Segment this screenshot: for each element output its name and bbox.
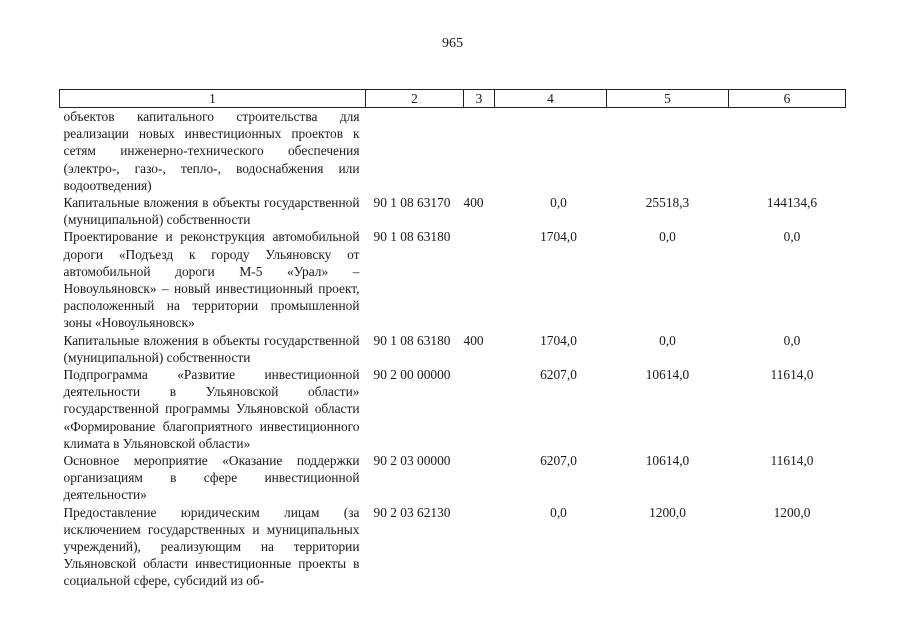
row-code: 90 2 03 00000 — [373, 453, 451, 469]
row-value-4: 1704,0 — [540, 229, 577, 245]
row-value-4 — [495, 108, 607, 195]
row-value-6: 11614,0 — [770, 367, 814, 383]
row-value-6: 1200,0 — [773, 504, 811, 520]
table-row — [60, 194, 846, 228]
table-row — [60, 504, 846, 590]
page-number: 965 — [442, 36, 463, 51]
row-value-6: 0,0 — [783, 332, 801, 348]
row-value-6: 0,0 — [783, 229, 801, 245]
row-value-4: 0,0 — [550, 195, 567, 211]
row-type — [464, 228, 495, 331]
row-value-5: 0,0 — [659, 229, 676, 245]
header-col-6: 6 — [729, 90, 846, 108]
row-value-5: 10614,0 — [645, 453, 690, 469]
row-type — [464, 452, 495, 504]
row-type: 400 — [463, 332, 484, 348]
table-row — [60, 366, 846, 452]
table-body — [60, 108, 846, 590]
row-name: объектов капитального строительства для реализации новых инвестиционных проектов к сетям инженерно-технического обеспечения (электро-, газо-, тепло-, водоснабжения или водоотведения) — [63, 109, 360, 193]
row-value-4: 0,0 — [550, 504, 567, 520]
header-col-1: 1 — [60, 90, 366, 108]
table-row — [60, 452, 846, 504]
row-name: Капитальные вложения в объекты государственной (муниципальной) собственности — [63, 195, 360, 228]
header-col-2: 2 — [366, 90, 464, 108]
row-code — [366, 108, 464, 195]
row-value-6 — [729, 108, 846, 195]
row-value-4: 6207,0 — [540, 453, 577, 469]
row-name: Капитальные вложения в объекты государственной (муниципальной) собственности — [63, 332, 360, 365]
header-col-5: 5 — [607, 90, 729, 108]
row-value-5: 10614,0 — [645, 367, 690, 383]
row-value-6: 11614,0 — [770, 453, 814, 469]
row-value-5 — [607, 108, 729, 195]
budget-table — [59, 89, 846, 590]
table-row — [60, 228, 846, 331]
row-value-4: 6207,0 — [540, 367, 577, 383]
row-code: 90 1 08 63170 — [373, 195, 451, 211]
header-col-4: 4 — [495, 90, 607, 108]
row-value-6: 144134,6 — [766, 195, 818, 211]
header-col-3: 3 — [464, 90, 495, 108]
row-code: 90 2 03 62130 — [373, 504, 451, 520]
table-row — [60, 108, 846, 195]
row-value-5: 1200,0 — [649, 504, 686, 520]
row-name: Подпрограмма «Развитие инвестиционной деятельности в Ульяновской области» государственной программы Ульяновской области «Формирование благоприятного инвестиционного климата в Ульяновской области» — [63, 367, 360, 451]
row-name: Предоставление юридическим лицам (за исключением государственных и муниципальных учреждений), реализующим на территории Ульяновской области инвестиционные проекты в социальной сфере, субсидий из об- — [63, 504, 360, 589]
row-code: 90 2 00 00000 — [373, 367, 451, 383]
row-name: Проектирование и реконструкция автомобильной дороги «Подъезд к городу Ульяновску от автомобильной дороги М-5 «Урал» – Новоульяновск» – новый инвестиционный проект, расположенный на территории промышленной зоны «Новоульяновск» — [63, 229, 360, 331]
row-value-4: 1704,0 — [540, 332, 577, 348]
table-row — [60, 332, 846, 366]
table-header — [60, 90, 846, 108]
row-value-5: 0,0 — [659, 332, 676, 348]
row-type — [464, 366, 495, 452]
row-name: Основное мероприятие «Оказание поддержки организациям в сфере инвестиционной деятельности» — [63, 453, 360, 503]
row-type: 400 — [463, 195, 484, 211]
row-code: 90 1 08 63180 — [373, 332, 451, 348]
row-type — [464, 504, 495, 590]
row-type — [464, 108, 495, 195]
row-code: 90 1 08 63180 — [373, 229, 451, 245]
row-value-5: 25518,3 — [645, 195, 690, 211]
